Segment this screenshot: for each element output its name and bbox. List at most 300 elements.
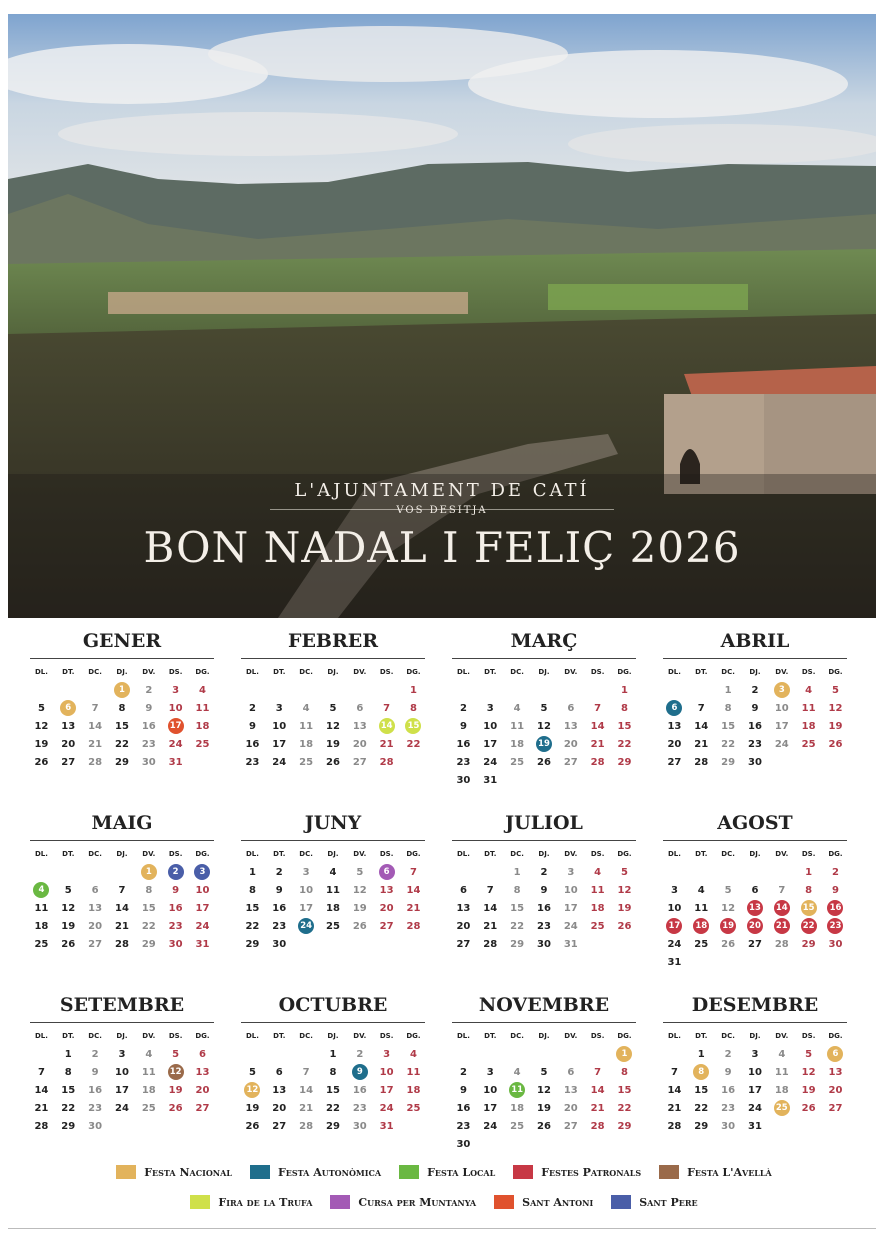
legend-label: Fira de la Trufa <box>218 1195 313 1209</box>
day-cell: 22 <box>114 738 129 750</box>
day-cell <box>162 1064 189 1080</box>
day-cell: 8 <box>118 702 126 714</box>
month-novembre <box>450 992 638 1153</box>
month-divider <box>30 840 214 841</box>
holiday-marker: 12 <box>244 1082 260 1098</box>
day-cell: 30 <box>828 938 843 950</box>
weekday-label: DV. <box>775 850 789 858</box>
legend-label: Festa Local <box>427 1165 496 1179</box>
day-cell: 6 <box>567 702 575 714</box>
weekday-label: DC. <box>299 668 313 676</box>
day-cell <box>346 1064 373 1080</box>
day-cell: 12 <box>828 702 843 714</box>
weekday-label: DG. <box>828 1032 843 1040</box>
day-cell: 31 <box>563 938 578 950</box>
day-cell: 3 <box>670 884 678 896</box>
day-cell: 24 <box>195 920 210 932</box>
day-cell: 17 <box>299 902 314 914</box>
weekday-label: DG. <box>406 850 421 858</box>
day-cell: 21 <box>590 1102 605 1114</box>
weekday-label: DV. <box>564 668 578 676</box>
weekday-label: DS. <box>168 850 183 858</box>
day-cell: 9 <box>172 884 180 896</box>
week-row <box>239 753 427 771</box>
holiday-marker: 21 <box>774 918 790 934</box>
day-cell: 25 <box>299 756 314 768</box>
day-cell: 19 <box>61 920 76 932</box>
day-cell: 23 <box>88 1102 103 1114</box>
day-cell: 7 <box>594 1066 602 1078</box>
weekday-label: DJ. <box>327 1032 339 1040</box>
day-cell: 24 <box>483 756 498 768</box>
day-cell: 19 <box>828 720 843 732</box>
legend-swatch <box>330 1195 350 1209</box>
week-row <box>450 771 638 789</box>
day-cell: 20 <box>195 1084 210 1096</box>
day-cell: 3 <box>486 1066 494 1078</box>
weekday-label: DJ. <box>116 668 128 676</box>
weekday-label: DG. <box>195 1032 210 1040</box>
bottom-divider <box>8 1228 876 1229</box>
month-name: GENER <box>82 630 162 652</box>
day-cell <box>715 918 742 934</box>
weekday-label: DS. <box>801 850 816 858</box>
holiday-marker: 17 <box>168 718 184 734</box>
day-cell: 27 <box>667 756 682 768</box>
holiday-marker: 15 <box>405 718 421 734</box>
day-cell: 16 <box>168 902 183 914</box>
day-cell: 28 <box>694 756 709 768</box>
day-cell: 6 <box>199 1048 206 1060</box>
day-cell: 18 <box>325 902 340 914</box>
weekday-label: DT. <box>484 668 497 676</box>
holiday-marker: 22 <box>801 918 817 934</box>
day-cell <box>400 718 427 734</box>
day-cell: 14 <box>34 1084 49 1096</box>
legend-label: Festa Nacional <box>144 1165 232 1179</box>
day-cell: 18 <box>774 1084 789 1096</box>
day-cell: 27 <box>88 938 103 950</box>
day-cell: 30 <box>456 774 471 786</box>
weekday-label: DT. <box>484 1032 497 1040</box>
day-cell: 3 <box>383 1048 391 1060</box>
weekday-label: DV. <box>775 1032 789 1040</box>
weekday-label: DJ. <box>749 850 761 858</box>
day-cell <box>822 900 849 916</box>
day-cell <box>822 918 849 934</box>
day-cell: 5 <box>37 702 45 714</box>
weekday-label: DL. <box>667 1032 681 1040</box>
day-cell: 23 <box>245 756 260 768</box>
day-cell: 4 <box>302 702 310 714</box>
day-cell: 30 <box>272 938 287 950</box>
day-cell: 10 <box>747 1066 762 1078</box>
day-cell: 27 <box>563 756 578 768</box>
holiday-marker: 1 <box>114 682 130 698</box>
week-row <box>28 735 216 753</box>
day-cell: 28 <box>483 938 498 950</box>
week-row <box>450 1117 638 1135</box>
week-row <box>239 717 427 735</box>
day-cell: 24 <box>667 938 682 950</box>
day-cell <box>688 1064 715 1080</box>
day-cell: 5 <box>356 866 364 878</box>
weekday-label: DL. <box>667 850 681 858</box>
month-setembre <box>28 992 216 1135</box>
day-cell: 10 <box>563 884 578 896</box>
weekday-header <box>661 663 849 681</box>
day-cell: 11 <box>510 720 525 732</box>
day-cell: 12 <box>325 720 340 732</box>
day-cell: 26 <box>828 738 843 750</box>
day-cell: 7 <box>778 884 786 896</box>
weekday-label: DS. <box>379 850 394 858</box>
week-row <box>28 717 216 735</box>
day-cell: 11 <box>801 702 816 714</box>
week-row <box>661 681 849 699</box>
weekday-label: DV. <box>775 668 789 676</box>
day-cell: 20 <box>563 738 578 750</box>
day-cell: 7 <box>594 702 602 714</box>
week-row <box>450 699 638 717</box>
month-febrer <box>239 628 427 771</box>
day-cell: 26 <box>536 756 551 768</box>
week-row <box>661 899 849 917</box>
month-name: MAIG <box>91 812 153 834</box>
day-cell: 30 <box>168 938 183 950</box>
day-cell: 16 <box>747 720 762 732</box>
day-cell: 10 <box>774 702 789 714</box>
day-cell: 26 <box>352 920 367 932</box>
weekday-label: DJ. <box>749 668 761 676</box>
day-cell: 7 <box>302 1066 310 1078</box>
day-cell <box>189 864 216 880</box>
day-cell: 20 <box>456 920 471 932</box>
day-cell: 2 <box>751 684 759 696</box>
weekday-label: DV. <box>564 850 578 858</box>
weekday-label: DL. <box>456 668 470 676</box>
month-juny <box>239 810 427 953</box>
day-cell: 29 <box>61 1120 76 1132</box>
weekday-label: DJ. <box>327 668 339 676</box>
day-cell: 4 <box>513 1066 521 1078</box>
day-cell: 18 <box>510 738 525 750</box>
week-row <box>28 1117 216 1135</box>
day-cell: 13 <box>667 720 682 732</box>
weekday-label: DL. <box>34 1032 48 1040</box>
weekday-label: DL. <box>667 668 681 676</box>
day-cell: 5 <box>832 684 839 696</box>
day-cell: 19 <box>352 902 367 914</box>
week-row <box>661 1099 849 1117</box>
day-cell: 26 <box>617 920 632 932</box>
week-row <box>28 863 216 881</box>
month-desembre <box>661 992 849 1135</box>
week-row <box>661 863 849 881</box>
day-cell: 26 <box>245 1120 260 1132</box>
day-cell: 4 <box>513 702 521 714</box>
day-cell: 27 <box>195 1102 210 1114</box>
legend-swatch <box>494 1195 514 1209</box>
week-row <box>450 681 638 699</box>
month-divider <box>663 658 847 659</box>
day-cell: 16 <box>721 1084 736 1096</box>
day-cell: 24 <box>379 1102 394 1114</box>
day-cell: 7 <box>118 884 126 896</box>
week-row <box>239 881 427 899</box>
day-cell: 5 <box>540 1066 548 1078</box>
week-row <box>661 935 849 953</box>
weekday-label: DV. <box>142 850 156 858</box>
legend-swatch <box>513 1165 533 1179</box>
day-cell: 2 <box>356 1048 364 1060</box>
weekday-label: DG. <box>406 1032 421 1040</box>
day-cell: 17 <box>114 1084 129 1096</box>
day-cell <box>822 1046 849 1062</box>
weekday-header <box>28 663 216 681</box>
day-cell: 29 <box>694 1120 709 1132</box>
month-març <box>450 628 638 789</box>
day-cell: 8 <box>805 884 813 896</box>
day-cell: 13 <box>563 720 578 732</box>
day-cell: 17 <box>483 738 498 750</box>
day-cell: 19 <box>801 1084 816 1096</box>
weekday-label: DV. <box>564 1032 578 1040</box>
day-cell: 13 <box>195 1066 210 1078</box>
day-cell: 14 <box>590 720 605 732</box>
day-cell <box>768 900 795 916</box>
day-cell: 4 <box>145 1048 153 1060</box>
month-divider <box>663 1022 847 1023</box>
day-cell: 30 <box>352 1120 367 1132</box>
legend-item <box>659 1165 772 1179</box>
day-cell: 24 <box>747 1102 762 1114</box>
week-row <box>661 1063 849 1081</box>
day-cell: 5 <box>329 702 337 714</box>
day-cell: 28 <box>774 938 789 950</box>
day-cell: 13 <box>88 902 103 914</box>
day-cell: 31 <box>667 956 682 968</box>
week-row <box>661 1081 849 1099</box>
weekday-label: DG. <box>828 668 843 676</box>
day-cell: 11 <box>694 902 709 914</box>
month-divider <box>241 658 425 659</box>
day-cell: 25 <box>510 756 525 768</box>
week-row <box>239 935 427 953</box>
month-name: JULIOL <box>505 812 583 834</box>
day-cell: 16 <box>88 1084 103 1096</box>
day-cell: 7 <box>486 884 494 896</box>
day-cell: 27 <box>61 756 76 768</box>
holiday-marker: 23 <box>827 918 843 934</box>
day-cell <box>768 1100 795 1116</box>
day-cell: 20 <box>352 738 367 750</box>
weekday-header <box>28 1027 216 1045</box>
weekday-label: DC. <box>88 1032 102 1040</box>
day-cell: 23 <box>352 1102 367 1114</box>
day-cell: 26 <box>801 1102 816 1114</box>
day-cell: 6 <box>275 1066 283 1078</box>
holiday-marker: 15 <box>801 900 817 916</box>
week-row <box>28 899 216 917</box>
day-cell: 12 <box>721 902 736 914</box>
weekday-label: DJ. <box>327 850 339 858</box>
month-divider <box>30 1022 214 1023</box>
legend-item <box>250 1165 381 1179</box>
day-cell: 22 <box>617 1102 632 1114</box>
day-cell: 28 <box>379 756 394 768</box>
weekday-label: DS. <box>590 850 605 858</box>
holiday-marker: 17 <box>666 918 682 934</box>
day-cell: 10 <box>272 720 287 732</box>
week-row <box>28 1081 216 1099</box>
day-cell: 24 <box>272 756 287 768</box>
day-cell: 21 <box>34 1102 49 1114</box>
day-cell: 17 <box>272 738 287 750</box>
day-cell: 6 <box>356 702 364 714</box>
holiday-marker: 14 <box>379 718 395 734</box>
day-cell: 12 <box>617 884 632 896</box>
day-cell: 10 <box>299 884 314 896</box>
month-agost <box>661 810 849 971</box>
week-row <box>239 899 427 917</box>
day-cell: 12 <box>61 902 76 914</box>
day-cell: 7 <box>37 1066 45 1078</box>
day-cell: 25 <box>325 920 340 932</box>
week-row <box>661 699 849 717</box>
month-divider <box>663 840 847 841</box>
week-row <box>239 699 427 717</box>
weekday-label: DL. <box>456 850 470 858</box>
day-cell <box>55 700 82 716</box>
day-cell: 12 <box>34 720 49 732</box>
day-cell: 10 <box>195 884 210 896</box>
week-row <box>661 735 849 753</box>
day-cell: 19 <box>245 1102 260 1114</box>
week-row <box>239 1045 427 1063</box>
day-cell: 18 <box>406 1084 421 1096</box>
legend-item <box>399 1165 495 1179</box>
day-cell: 20 <box>272 1102 287 1114</box>
day-cell: 26 <box>61 938 76 950</box>
legend-label: Cursa per Muntanya <box>358 1195 477 1209</box>
day-cell: 6 <box>751 884 759 896</box>
day-cell: 17 <box>747 1084 762 1096</box>
day-cell: 8 <box>248 884 256 896</box>
month-divider <box>452 658 636 659</box>
day-cell: 4 <box>199 684 206 696</box>
day-cell: 9 <box>91 1066 99 1078</box>
week-row <box>450 1063 638 1081</box>
day-cell: 24 <box>483 1120 498 1132</box>
day-cell: 27 <box>352 756 367 768</box>
day-cell: 16 <box>141 720 156 732</box>
weekday-label: DG. <box>617 1032 632 1040</box>
day-cell: 10 <box>483 1084 498 1096</box>
day-cell: 5 <box>172 1048 180 1060</box>
month-abril <box>661 628 849 771</box>
day-cell: 21 <box>379 738 394 750</box>
month-divider <box>452 1022 636 1023</box>
day-cell: 23 <box>168 920 183 932</box>
day-cell: 20 <box>379 902 394 914</box>
legend-item <box>513 1165 641 1179</box>
holiday-marker: 4 <box>33 882 49 898</box>
day-cell <box>373 718 400 734</box>
day-cell: 15 <box>114 720 129 732</box>
day-cell: 28 <box>34 1120 49 1132</box>
day-cell: 16 <box>245 738 260 750</box>
weekday-label: DG. <box>828 850 843 858</box>
day-cell: 2 <box>540 866 548 878</box>
day-cell: 11 <box>325 884 340 896</box>
month-divider <box>241 840 425 841</box>
day-cell: 5 <box>621 866 628 878</box>
day-cell: 12 <box>536 720 551 732</box>
weekday-label: DL. <box>34 668 48 676</box>
day-cell: 14 <box>667 1084 682 1096</box>
day-cell: 29 <box>617 1120 632 1132</box>
weekday-label: DC. <box>299 1032 313 1040</box>
day-cell: 28 <box>299 1120 314 1132</box>
day-cell: 13 <box>379 884 394 896</box>
day-cell: 18 <box>141 1084 156 1096</box>
day-cell <box>109 682 136 698</box>
week-row <box>661 717 849 735</box>
month-gener <box>28 628 216 771</box>
day-cell: 22 <box>694 1102 709 1114</box>
holiday-marker: 6 <box>666 700 682 716</box>
day-cell: 9 <box>275 884 283 896</box>
day-cell: 27 <box>379 920 394 932</box>
week-row <box>239 735 427 753</box>
day-cell: 18 <box>510 1102 525 1114</box>
weekday-label: DV. <box>353 1032 367 1040</box>
day-cell: 11 <box>299 720 314 732</box>
day-cell: 21 <box>667 1102 682 1114</box>
weekday-label: DJ. <box>749 1032 761 1040</box>
day-cell: 29 <box>721 756 736 768</box>
day-cell: 9 <box>145 702 153 714</box>
month-name: DESEMBRE <box>691 994 819 1016</box>
week-row <box>661 917 849 935</box>
legend-item <box>611 1195 697 1209</box>
month-name: AGOST <box>717 812 793 834</box>
legend-swatch <box>190 1195 210 1209</box>
day-cell: 2 <box>145 684 153 696</box>
day-cell: 31 <box>379 1120 394 1132</box>
day-cell: 14 <box>88 720 103 732</box>
day-cell: 31 <box>168 756 183 768</box>
day-cell <box>795 918 822 934</box>
day-cell: 25 <box>694 938 709 950</box>
day-cell: 8 <box>513 884 521 896</box>
day-cell: 22 <box>617 738 632 750</box>
holiday-marker: 6 <box>60 700 76 716</box>
day-cell: 1 <box>805 866 813 878</box>
weekday-label: DT. <box>273 668 286 676</box>
day-cell <box>795 900 822 916</box>
day-cell: 22 <box>510 920 525 932</box>
day-cell: 30 <box>747 756 762 768</box>
holiday-marker: 3 <box>194 864 210 880</box>
day-cell: 8 <box>145 884 153 896</box>
day-cell: 3 <box>172 684 180 696</box>
day-cell: 16 <box>272 902 287 914</box>
day-cell: 24 <box>114 1102 129 1114</box>
day-cell: 19 <box>325 738 340 750</box>
month-name: FEBRER <box>287 630 379 652</box>
